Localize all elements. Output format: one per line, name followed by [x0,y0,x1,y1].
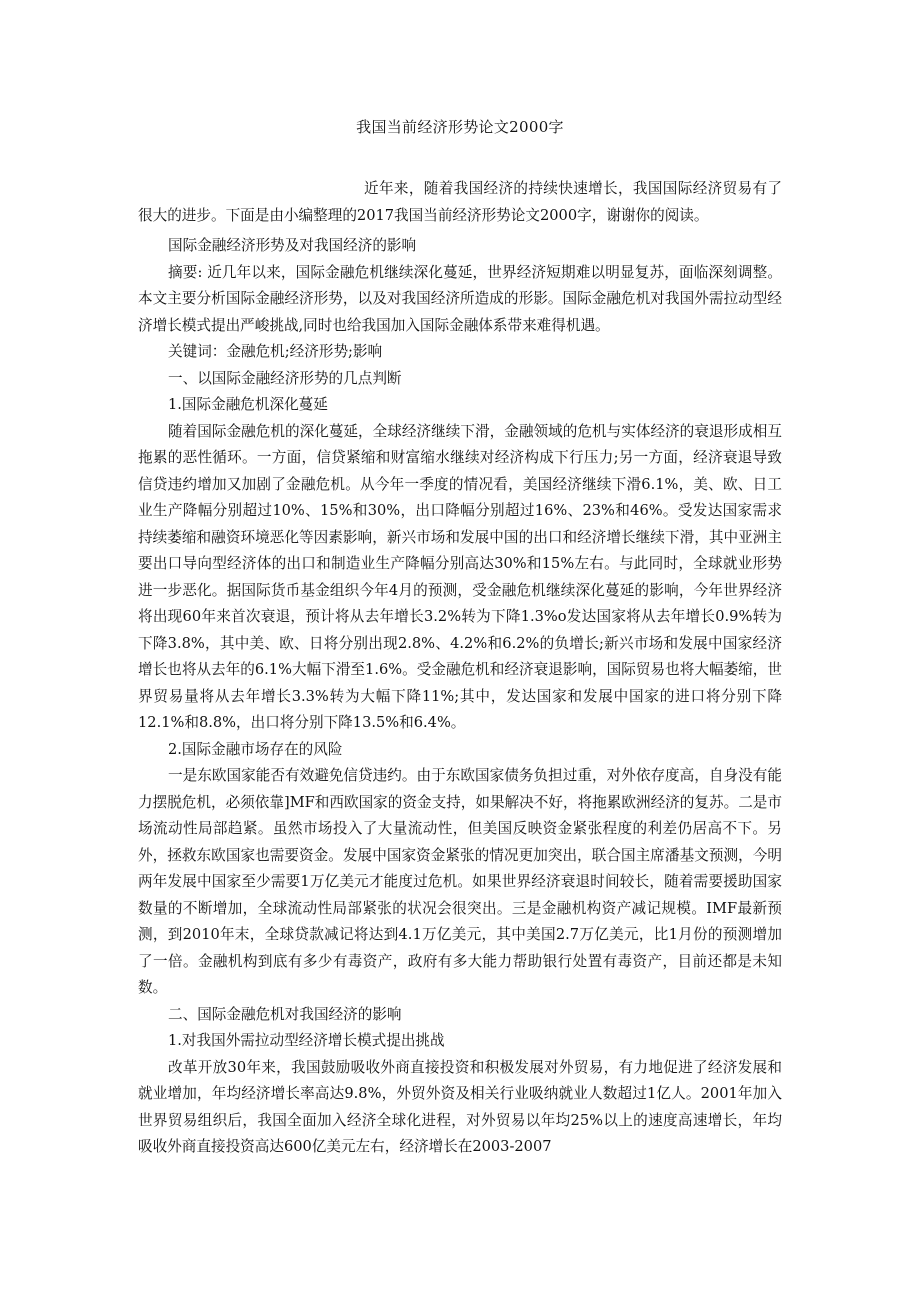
document-title: 我国当前经济形势论文2000字 [356,118,564,136]
body-paragraph: 随着国际金融危机的深化蔓延，全球经济继续下滑，金融领域的危机与实体经济的衰退形成相互拖累的恶性循环。一方面，信贷紧缩和财富缩水继续对经济构成下行压力;另一方面，经济衰退导致信贷违约增加又加剧了金融危机。从今年一季度的情况看，美国经济继续下滑6.1%，美、欧、日工业生产降幅分别超过10%、15%和30%，出口降幅分别超过16%、23%和46%。受发达国家需求持续萎缩和融资环境恶化等因素影响，新兴市场和发展中国的出口和经济增长继续下滑，其中亚洲主要出口导向型经济体的出口和制造业生产降幅分别高达30%和15%左右。与此同时，全球就业形势进一步恶化。据国际货币基金组织今年4月的预测，受金融危机继续深化蔓延的影响，今年世界经济将出现60年来首次衰退，预计将从去年增长3.2%转为下降1.3%o发达国家将从去年增长0.9%转为下降3.8%，其中美、欧、日将分别出现2.8%、4.2%和6.2%的负增长;新兴市场和发展中国家经济增长也将从去年的6.1%大幅下滑至1.6%。受金融危机和经济衰退影响，国际贸易也将大幅萎缩，世界贸易量将从去年增长3.3%转为大幅下降11%;其中，发达国家和发展中国家的进口将分别下降12.1%和8.8%，出口将分别下降13.5%和6.4%。 [138,422,782,731]
section-heading-main: 国际金融经济形势及对我国经济的影响 [168,237,417,254]
subsection-heading-1-2: 2.国际金融市场存在的风险 [168,740,343,758]
document-body [138,176,782,1161]
subsection-heading-1-1: 1.国际金融危机深化蔓延 [168,396,328,413]
body-paragraph: 一是东欧国家能否有效避免信贷违约。由于东欧国家债务负担过重，对外依存度高，自身没有能力摆脱危机，必须依靠]MF和西欧国家的资金支持，如果解决不好，将拖累欧洲经济的复苏。二是市场流动性局部趋紧。虽然市场投入了大量流动性，但美国反映资金紧张程度的利差仍居高不下。另外，拯救东欧国家也需要资金。发展中国家资金紧张的情况更加突出，联合国主席潘基文预测，今明两年发展中国家至少需要1万亿美元才能度过危机。如果世界经济衰退时间较长，随着需要援助国家数量的不断增加，全球流动性局部紧张的状况会很突出。三是金融机构资产减记规模。IMF最新预测，到2010年末，全球贷款减记将达到4.1万亿美元，其中美国2.7万亿美元，比1月份的预测增加了一倍。金融机构到底有多少有毒资产，政府有多大能力帮助银行处置有毒资产，目前还都是未知数。 [138,767,782,996]
subsection-heading-2-1: 1.对我国外需拉动型经济增长模式提出挑战 [168,1032,445,1049]
body-paragraph: 改革开放30年来，我国鼓励吸收外商直接投资和积极发展对外贸易，有力地促进了经济发展和就业增加，年均经济增长率高达9.8%，外贸外资及相关行业吸纳就业人数超过1亿人。2001年加入世界贸易组织后，我国全面加入经济全球化进程，对外贸易以年均25%以上的速度高速增长，年均吸收外商直接投资高达600亿美元左右，经济增长在2003-2007 [138,1058,782,1155]
section-heading-1: 一、以国际金融经济形势的几点判断 [168,369,402,387]
abstract-paragraph: 摘要: 近几年以来，国际金融危机继续深化蔓延，世界经济短期难以明显复苏，面临深刻调整。本文主要分析国际金融经济形势，以及对我国经济所造成的形影。国际金融危机对我国外需拉动型经济增长模式提出严峻挑战,同时也给我国加入国际金融体系带来难得机遇。 [138,263,782,334]
section-heading-2: 二、国际金融危机对我国经济的影响 [168,1005,402,1023]
intro-paragraph: 近年来，随着我国经济的持续快速增长，我国国际经济贸易有了很大的进步。下面是由小编整理的2017我国当前经济形势论文2000字，谢谢你的阅读。 [138,180,782,224]
keywords-paragraph: 关键词：金融危机;经济形势;影响 [168,343,383,360]
